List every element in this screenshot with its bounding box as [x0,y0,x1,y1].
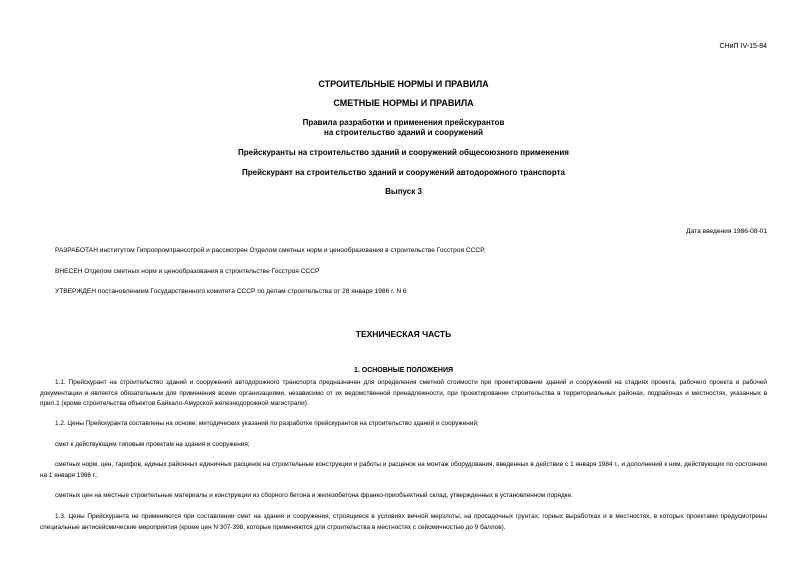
title-price-list-transport: Прейскурант на строительство зданий и сооружений автодорожного транспорта [242,168,565,177]
document-code: СНиП IV-15-84 [719,43,767,50]
title-estimate-norms: СМЕТНЫЕ НОРМЫ И ПРАВИЛА [333,98,474,108]
paragraph-1-1-text: 1.1. Прейскурант на строительство зданий и сооружений автодорожного транспорта предназначен для определения сметной стоимости при проектировании зданий и сооружений на стадиях проекта, рабочего проекта и рабочей документации и является обязательным для применения всеми организациями, независимо от их ведомственной принадлежности, при проектировании строительства в территориальных районах, подрайонах и местностях, указанных в прил.1 (кроме строительства объектов Байкало-Амурской железнодорожной магистрали). [40,379,767,407]
section-title: ТЕХНИЧЕСКАЯ ЧАСТЬ [355,329,452,339]
approved-by: УТВЕРЖДЕН постановлением Государственного комитета СССР по делам строительства от 28 января 1986 г. N 6 [55,288,407,295]
paragraph-1-2-item-a [40,440,767,451]
title-issue: Выпуск 3 [385,187,422,196]
paragraph-1-2-item-a-text: смет к действующим типовым проектам на здания и сооружения; [55,441,250,448]
paragraph-1-2 [40,419,767,430]
title-rules-line2: на строительство зданий и сооружений [324,128,483,137]
subsection-title: 1. ОСНОВНЫЕ ПОЛОЖЕНИЯ [353,367,454,374]
paragraph-1-1 [40,378,767,410]
title-rules-line1: Правила разработки и применения прейскурантов [302,118,505,127]
paragraph-1-2-item-b [40,460,767,481]
title-building-codes: СТРОИТЕЛЬНЫЕ НОРМЫ И ПРАВИЛА [318,79,489,89]
paragraph-1-3-text: 1.3. Цены Прейскуранта не применяются при составлении смет на здания и сооружения, строящиеся в условиях вечной мерзлоты, на просадочных грунтах, горных выработках и в местностях, в которых проектами предусмотрены специальные антисейсмические мероприятия (кроме цен N 307-398, которые применяются для строительства в местностях с сейсмичностью до 9 баллов). [40,513,767,531]
paragraph-1-2-text: 1.2. Цены Прейскуранта составлены на основе: методических указаний по разработке прейскурантов на строительство зданий и сооружений; [55,420,479,427]
introduced-by: ВНЕСЕН Отделом сметных норм и ценообразования в строительстве Госстроя СССР [55,268,320,275]
introduction-date: Дата введения 1986-08-01 [686,228,767,235]
paragraph-1-3 [40,512,767,533]
paragraph-1-2-item-c [40,491,767,502]
title-price-lists: Прейскуранты на строительство зданий и сооружений общесоюзного применения [238,148,569,157]
paragraph-1-2-item-b-text: сметных норм, цен, тарифов, единых районных единичных расценок на строительные конструкции и работы и расценок на монтаж оборудования, введенных в действие с 1 января 1984 г., и дополнений к ним, действующих по состоянию на 1 января 1986 г.; [40,461,767,479]
paragraph-1-2-item-c-text: сметных цен на местные строительные материалы и конструкции из сборного бетона и железобетона франко-приобъектный склад, утвержденных в установленном порядке. [55,492,573,499]
developed-by: РАЗРАБОТАН институтом Гипропромтрансстрой и рассмотрен Отделом сметных норм и ценообразования в строительстве Госстроя СССР. [55,247,486,254]
